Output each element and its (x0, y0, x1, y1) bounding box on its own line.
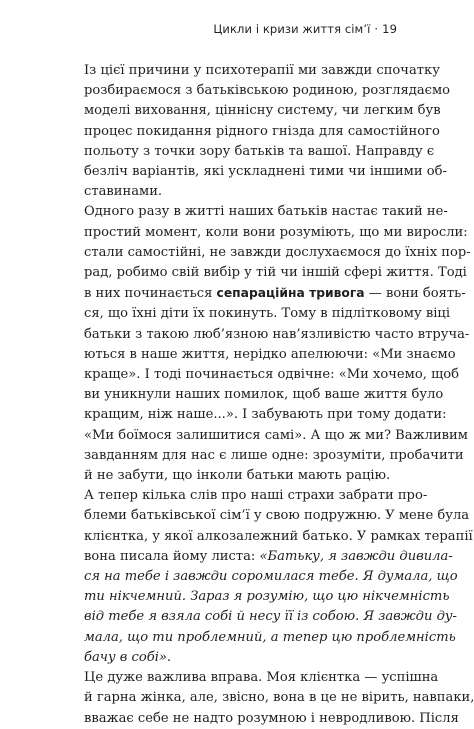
text-line: кращим, ніж наше...». І забувають при тому додати: (84, 407, 447, 423)
text-line: Одного разу в житті наших батьків настає такий не- (84, 204, 448, 220)
text-line: завданням для нас є лише одне: зрозуміти, пробачити (84, 447, 464, 463)
text-line: Із цієї причини у психотерапії ми завжди спочатку (84, 63, 440, 78)
text-line: стали самостійні, не завжди дослухаємося до їхніх пор- (84, 244, 471, 260)
text-line: клієнтка, у якої алкозалежний батько. У рамках терапії (84, 528, 473, 544)
paragraph-4 (66, 668, 474, 729)
text-line (66, 648, 384, 668)
body-text (66, 61, 474, 729)
key-term: сепараційна тривога (216, 286, 365, 301)
quoted-letter-line: від тебе я взяла собі й несу її із собою. Я завжди ду- (84, 609, 457, 625)
text-line: ся, що їхні діти їх покинуть. Тому в підлітковому віці (84, 306, 451, 322)
text-line (66, 547, 453, 567)
text-line: й не забути, що інколи батьки мають рацію. (84, 468, 391, 484)
text-line: ються в наше життя, нерідко апелюючи: «Ми знаємо (84, 346, 456, 362)
quoted-letter: «Батьку, я завжди дивила- (259, 548, 453, 564)
text-line: простий момент, коли вони розуміють, що ми виросли: (84, 224, 468, 240)
text-line (66, 283, 466, 304)
paragraph-2 (66, 202, 471, 486)
text-line: Це дуже важлива вправа. Моя клієнтка — успішна (84, 670, 439, 686)
text-line: вважає себе не надто розумною і невродливою. Після (84, 710, 459, 726)
quoted-letter-line: ти нікчемний. Зараз я розумію, що цю нікчемність (84, 589, 450, 605)
text-run: в них починається (84, 286, 217, 302)
text-line: батьки з такою люб’язною нав’язливістю часто втруча- (84, 326, 470, 342)
text-line: блеми батьківської сім’ї у свою подружню. У мене була (84, 508, 470, 524)
text-run: . (166, 649, 172, 665)
text-line: «Ми боїмося залишитися самі». А що ж ми? Важливим (84, 427, 468, 443)
text-line: розбираємося з батьківською родиною, розглядаємо (84, 83, 451, 99)
text-line: польоту з точки зору батьків та вашої. Направду є (84, 143, 435, 159)
running-head (213, 22, 397, 36)
text-line: А тепер кілька слів про наші страхи забрати про- (84, 488, 428, 504)
text-line: краще». І тоді починається одвічне: «Ми хочемо, щоб (84, 367, 460, 383)
page-number: 19 (382, 22, 397, 36)
text-line: й гарна жінка, але, звісно, вона в це не вірить, навпаки, (84, 690, 474, 706)
quoted-letter: бачу в собі» (84, 649, 167, 665)
text-line: ви уникнули наших помилок, щоб ваше життя було (84, 387, 444, 403)
text-line: ставинами. (84, 184, 163, 200)
text-line: рад, робимо свій вибір у тій чи іншій сфері життя. Тоді (84, 265, 467, 281)
paragraph-1 (66, 61, 451, 202)
text-run: — вони боять- (364, 286, 466, 302)
header-separator: · (374, 22, 379, 36)
text-line: процес покидання рідного гнізда для самостійного (84, 123, 440, 139)
text-line: безліч варіантів, які ускладнені тими чи іншими об- (84, 164, 447, 180)
paragraph-3 (66, 486, 473, 668)
section-title: Цикли і кризи життя сім’ї (213, 22, 371, 36)
quoted-letter-line: ся на тебе і завжди соромилася тебе. Я думала, що (84, 569, 458, 585)
text-line: моделі виховання, ціннісну систему, чи легким був (84, 103, 441, 119)
quoted-letter-line: мала, що ти проблемний, а тепер цю проблемність (84, 629, 456, 645)
text-run: вона писала йому листа: (84, 548, 260, 564)
